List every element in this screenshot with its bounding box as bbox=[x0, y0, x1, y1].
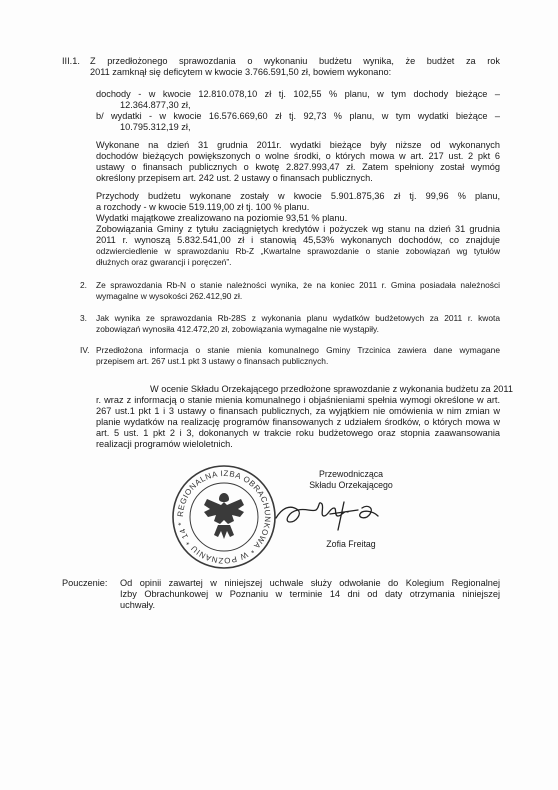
item-line: wymagalne w wysokości 262.412,90 zł. bbox=[96, 291, 243, 301]
item-line: Przedłożona informacja o stanie mienia komunalnego Gminy Trzcinica zawiera dane wymagane bbox=[96, 345, 500, 355]
paragraph-line: 2011 r. wynoszą 5.832.541,00 zł i stanowią 45,53% wykonanych dochodów, co znajduje bbox=[96, 235, 500, 245]
paragraph-line: odzwierciedlenie w sprawozdaniu Rb-Z „Kwartalne sprawozdanie o stanie zobowiązań wg tytułów bbox=[96, 246, 500, 256]
item-number: 2. bbox=[80, 280, 87, 290]
pouczenie-label: Pouczenie: bbox=[62, 578, 108, 588]
official-stamp-icon bbox=[170, 463, 278, 571]
pouczenie-line: Od opinii zawartej w niniejszej uchwale służy odwołanie do Kolegium Regionalnej bbox=[120, 578, 500, 588]
conclusion-line: W ocenie Składu Orzekającego przedłożone sprawozdanie z wykonania budżetu za 2011 bbox=[150, 384, 513, 394]
conclusion-line: 267 ust.1 pkt 1 i 3 ustawy o finansach publicznych, za wyjątkiem nie omówienia w nim zmian w bbox=[96, 406, 500, 416]
paragraph-line: Zobowiązania Gminy z tytułu zaciągniętych kredytów i pożyczek wg stanu na dzień 31 grudnia bbox=[96, 224, 500, 234]
paragraph-line: Przychody budżetu wykonane zostały w kwocie 5.901.875,36 zł tj. 99,96 % planu, bbox=[96, 191, 500, 201]
item-number: 3. bbox=[80, 313, 87, 323]
item-line: przepisem art. 267 ust.1 pkt 3 ustawy o finansach publicznych. bbox=[96, 356, 329, 366]
section-line: 2011 zamknął się deficytem w kwocie 3.766.591,50 zł, bowiem wykonano: bbox=[90, 67, 392, 77]
item-line: zobowiązań wynosiła 412.472,20 zł, zobowiązania wymagalne nie wystąpiły. bbox=[96, 324, 379, 334]
paragraph-line: Wydatki majątkowe zrealizowano na poziomie 93,51 % planu. bbox=[96, 213, 348, 223]
conclusion-line: realizacji programów wieloletnich. bbox=[96, 439, 233, 449]
paragraph-line: Wykonane na dzień 31 grudnia 2011r. wydatki bieżące były niższe od wykonanych bbox=[96, 140, 500, 150]
conclusion-line: planie wydatków na realizację programów finansowanych z udziałem środków, o których mowa w bbox=[96, 417, 500, 427]
paragraph-line: ustawy o finansach publicznych o kwotę 2.827.993,47 zł. Zatem spełniony został wymóg bbox=[96, 162, 500, 172]
revenue-line: 12.364.877,30 zł, bbox=[120, 100, 191, 110]
expense-line: b/ wydatki - w kwocie 16.576.669,60 zł tj. 92,73 % planu, w tym wydatki bieżące – bbox=[96, 111, 500, 121]
signatory-role: Przewodnicząca bbox=[318, 469, 384, 479]
signatory-name: Zofia Freitag bbox=[326, 539, 376, 549]
section-number: III.1. bbox=[62, 56, 80, 66]
pouczenie-line: Izby Obrachunkowej w Poznaniu w terminie 14 dni od daty otrzymania niniejszej bbox=[120, 589, 500, 599]
svg-text:REGIONALNA IZBA OBRACHUNKOWA *: REGIONALNA IZBA OBRACHUNKOWA * W POZNANIU * 14 * bbox=[175, 468, 273, 566]
handwritten-signature-icon bbox=[270, 496, 390, 532]
revenue-line: dochody - w kwocie 12.810.078,10 zł tj. 102,55 % planu, w tym dochody bieżące – bbox=[96, 89, 500, 99]
item-line: Jak wynika ze sprawozdania Rb-28S z wykonania planu wydatków budżetowych za 2011 r. kwota bbox=[96, 313, 500, 323]
section-line: Z przedłożonego sprawozdania o wykonaniu budżetu wynika, że budżet za rok bbox=[90, 56, 500, 66]
expense-line: 10.795.312,19 zł, bbox=[120, 122, 191, 132]
pouczenie-line: uchwały. bbox=[120, 600, 156, 610]
item-number: IV. bbox=[80, 345, 90, 355]
item-line: Ze sprawozdania Rb-N o stanie należności wynika, że na koniec 2011 r. Gmina posiadała należności bbox=[96, 280, 500, 290]
paragraph-line: określony przepisem art. 242 ust. 2 ustawy o finansach publicznych. bbox=[96, 173, 373, 183]
paragraph-line: a rozchody - w kwocie 519.119,00 zł tj. 100 % planu. bbox=[96, 202, 310, 212]
conclusion-line: r. wraz z informacją o stanie mienia komunalnego i objaśnieniami spełnia wymogi określone w art. bbox=[96, 395, 500, 405]
paragraph-line: dochodów bieżących powiększonych o wolne środki, o których mowa w art. 217 ust. 2 pkt 6 bbox=[96, 151, 500, 161]
signatory-role: Składu Orzekającego bbox=[309, 480, 393, 490]
paragraph-line: dłużnych oraz gwarancji i poręczeń”. bbox=[96, 257, 232, 267]
conclusion-line: art. 5 ust. 1 pkt 2 i 3, dokonanych w trakcie roku budżetowego oraz stopnia zaawansowania bbox=[96, 428, 500, 438]
